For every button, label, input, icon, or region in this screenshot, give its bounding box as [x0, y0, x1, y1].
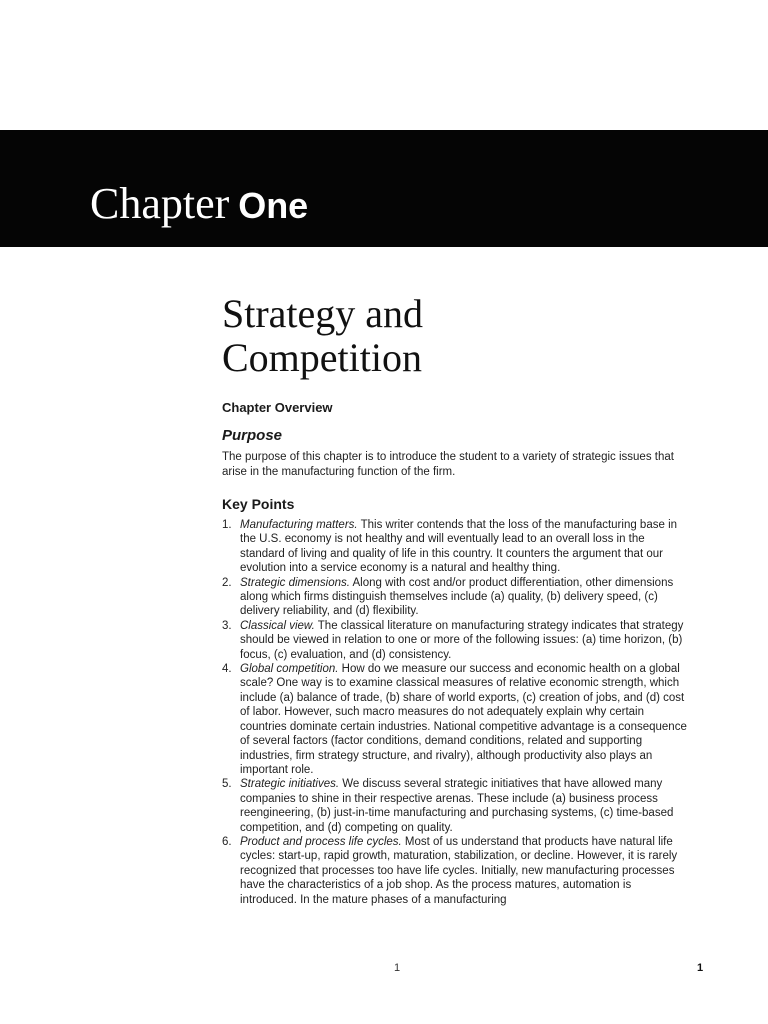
key-point-number: 6.	[222, 835, 232, 848]
key-point-text: Most of us understand that products have natural life cycles: start-up, rapid growth, maturation, stabilization, or decline. However, it is rarely recognized that processes too have life cycles. Initially, new manufacturing processes have the characteristics of a job shop. As the process matures, automation is introduced. In the mature phases of a manufacturing	[240, 835, 678, 906]
key-point-item	[222, 518, 690, 576]
key-point-number: 2.	[222, 576, 232, 589]
key-point-term: Strategic dimensions.	[240, 576, 350, 589]
chapter-title-line-2: Competition	[222, 335, 422, 380]
key-point-text: Along with cost and/or product differentiation, other dimensions along which firms distinguish themselves include (a) quality, (b) delivery speed, (c) delivery reliability, and (d) flexibility.	[240, 576, 674, 618]
key-point-term: Global competition.	[240, 663, 339, 676]
key-point-term: Strategic initiatives.	[240, 778, 340, 791]
key-point-item	[222, 777, 690, 835]
key-points-heading: Key Points	[222, 496, 295, 512]
key-point-number: 3.	[222, 619, 232, 632]
key-point-item	[222, 835, 690, 907]
chapter-content	[222, 292, 690, 907]
key-point-item	[222, 576, 690, 619]
key-point-term: Classical view.	[240, 619, 315, 632]
footer-mark: 1	[394, 962, 401, 974]
chapter-number: One	[238, 185, 309, 226]
key-point-number: 1.	[222, 519, 232, 531]
key-points-list	[222, 518, 690, 907]
key-point-number: 4.	[222, 663, 232, 676]
key-point-term: Manufacturing matters.	[240, 519, 358, 531]
chapter-banner	[0, 130, 768, 247]
chapter-title	[222, 292, 690, 380]
key-point-number: 5.	[222, 778, 232, 791]
key-point-text: We discuss several strategic initiatives that have allowed many companies to shine in their respective arenas. These include (a) business process reengineering, (b) just-in-time manufacturing and purchasing systems, (c) time-based competition, and (d) competing on quality.	[240, 778, 674, 834]
purpose-text: The purpose of this chapter is to introduce the student to a variety of strategic issues that arise in the manufacturing function of the firm.	[222, 451, 674, 478]
chapter-title-line-1: Strategy and	[222, 291, 424, 336]
key-point-text: The classical literature on manufacturing strategy indicates that strategy should be viewed in relation to one or more of the following issues: (a) time horizon, (b) focus, (c) evaluation, and (d) consistency.	[240, 619, 684, 661]
chapter-overview-heading: Chapter Overview	[222, 400, 333, 415]
page-number: 1	[697, 962, 704, 974]
key-point-text: This writer contends that the loss of the manufacturing base in the U.S. economy is not healthy and will eventually lead to an overall loss in the standard of living and quality of life in this country. It counters the argument that our evolution into a service economy is a natural and healthy thing.	[240, 519, 678, 575]
key-point-text: How do we measure our success and economic health on a global scale? One way is to examine classical measures of relative economic strength, which include (a) balance of trade, (b) share of world exports, (c) creation of jobs, and (d) cost of labor. However, such macro measures do not adequately explain why certain countries dominate certain industries. National competitive advantage is a consequence of several factors (factor conditions, demand conditions, related and supporting industries, firm strategy structure, and rivalry), although productivity also plays an important role.	[240, 663, 687, 776]
key-point-item	[222, 662, 690, 777]
purpose-heading: Purpose	[222, 427, 283, 444]
key-point-term: Product and process life cycles.	[240, 835, 402, 848]
chapter-word: Chapter	[90, 179, 230, 228]
key-point-item	[222, 619, 690, 662]
chapter-heading	[90, 179, 309, 228]
